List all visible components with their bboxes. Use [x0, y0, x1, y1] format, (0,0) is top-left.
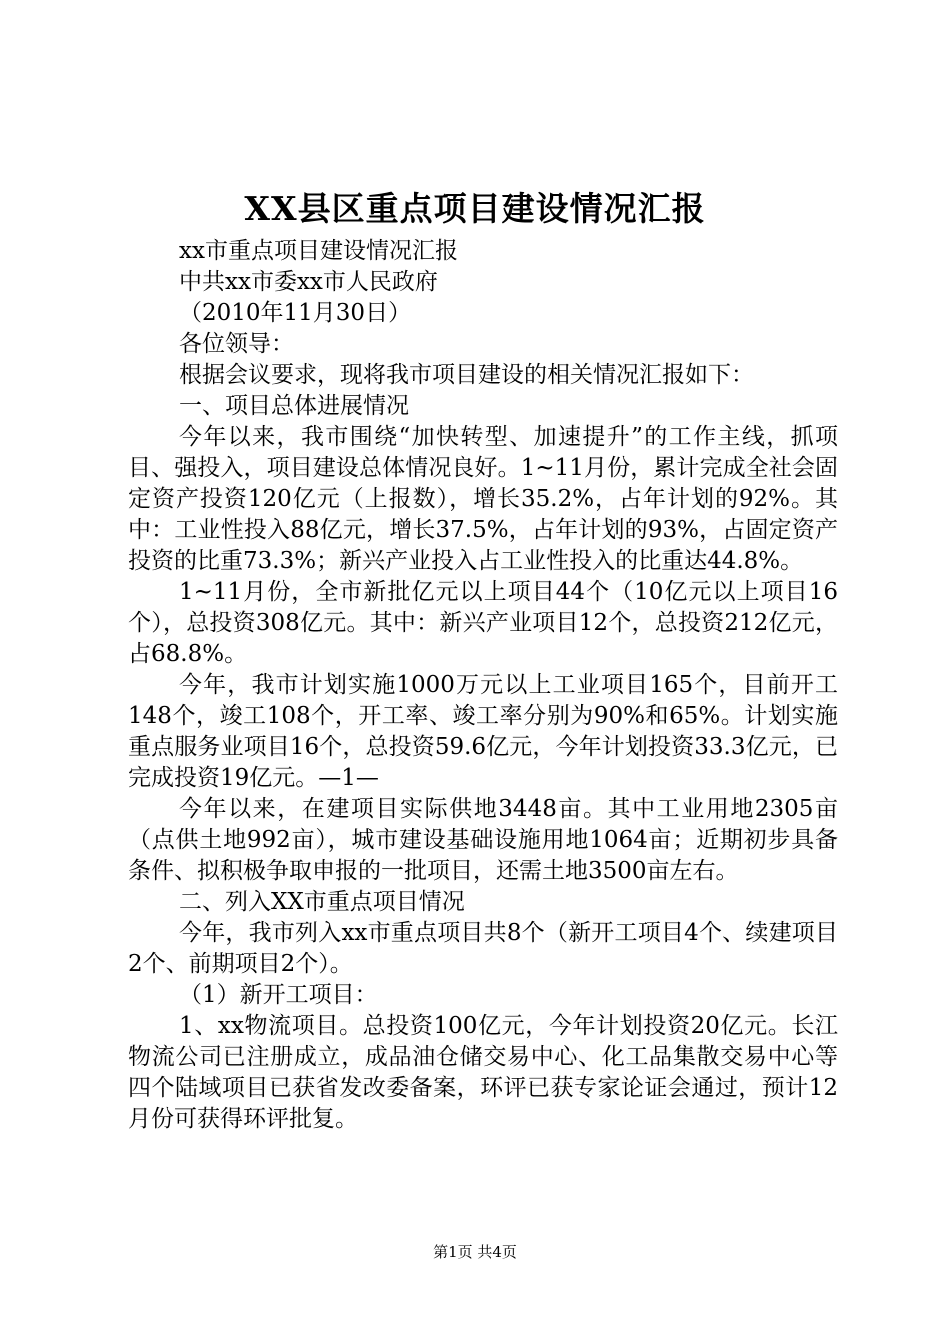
subtitle-line: xx市重点项目建设情况汇报 — [179, 238, 458, 264]
intro-line: 根据会议要求，现将我市项目建设的相关情况汇报如下： — [179, 362, 754, 388]
salutation-line: 各位领导： — [179, 331, 294, 357]
document-title: XX县区重点项目建设情况汇报 — [244, 189, 706, 228]
paragraph-overview: 今年以来，我市围绕“加快转型、加速提升”的工作主线，抓项目、强投入，项目建设总体情况良好。1~11月份，累计完成全社会固定资产投资120亿元（上报数），增长35.2%，占年计划的92%。其中：工业性投入88亿元，增长37.5%，占年计划的93%，占固定资产投资的比重73.3%；新兴产业投入占工业性投入的比重达44.8%。 — [128, 424, 838, 574]
section-heading-1: 一、项目总体进展情况 — [179, 393, 409, 419]
paragraph-land-supply: 今年以来，在建项目实际供地3448亩。其中工业用地2305亩（点供土地992亩），城市建设基础设施用地1064亩；近期初步具备条件、拟积极争取申报的一批项目，还需土地3500亩左右。 — [128, 796, 838, 884]
paragraph-logistics-project: 1、xx物流项目。总投资100亿元，今年计划投资20亿元。长江物流公司已注册成立，成品油仓储交易中心、化工品集散交易中心等四个陆域项目已获省发改委备案，环评已获专家论证会通过，预计12月份可获得环评批复。 — [128, 1013, 838, 1132]
subheading-new-projects: （1）新开工项目： — [179, 982, 378, 1008]
paragraph-new-projects: 1~11月份，全市新批亿元以上项目44个（10亿元以上项目16个），总投资308亿元。其中：新兴产业项目12个，总投资212亿元，占68.8%。 — [128, 579, 838, 667]
paragraph-key-projects: 今年，我市列入xx市重点项目共8个（新开工项目4个、续建项目2个、前期项目2个）。 — [128, 920, 838, 977]
date-line: （2010年11月30日） — [179, 300, 412, 326]
paragraph-industrial-projects: 今年，我市计划实施1000万元以上工业项目165个，目前开工148个，竣工108个，开工率、竣工率分别为90%和65%。计划实施重点服务业项目16个，总投资59.6亿元，今年计划投资33.3亿元，已完成投资19亿元。—1— — [128, 672, 838, 791]
page-footer: 第1页 共4页 — [433, 1243, 517, 1261]
document-body — [128, 236, 838, 1135]
section-heading-2: 二、列入XX市重点项目情况 — [179, 889, 465, 915]
issuer-line: 中共xx市委xx市人民政府 — [179, 269, 438, 295]
